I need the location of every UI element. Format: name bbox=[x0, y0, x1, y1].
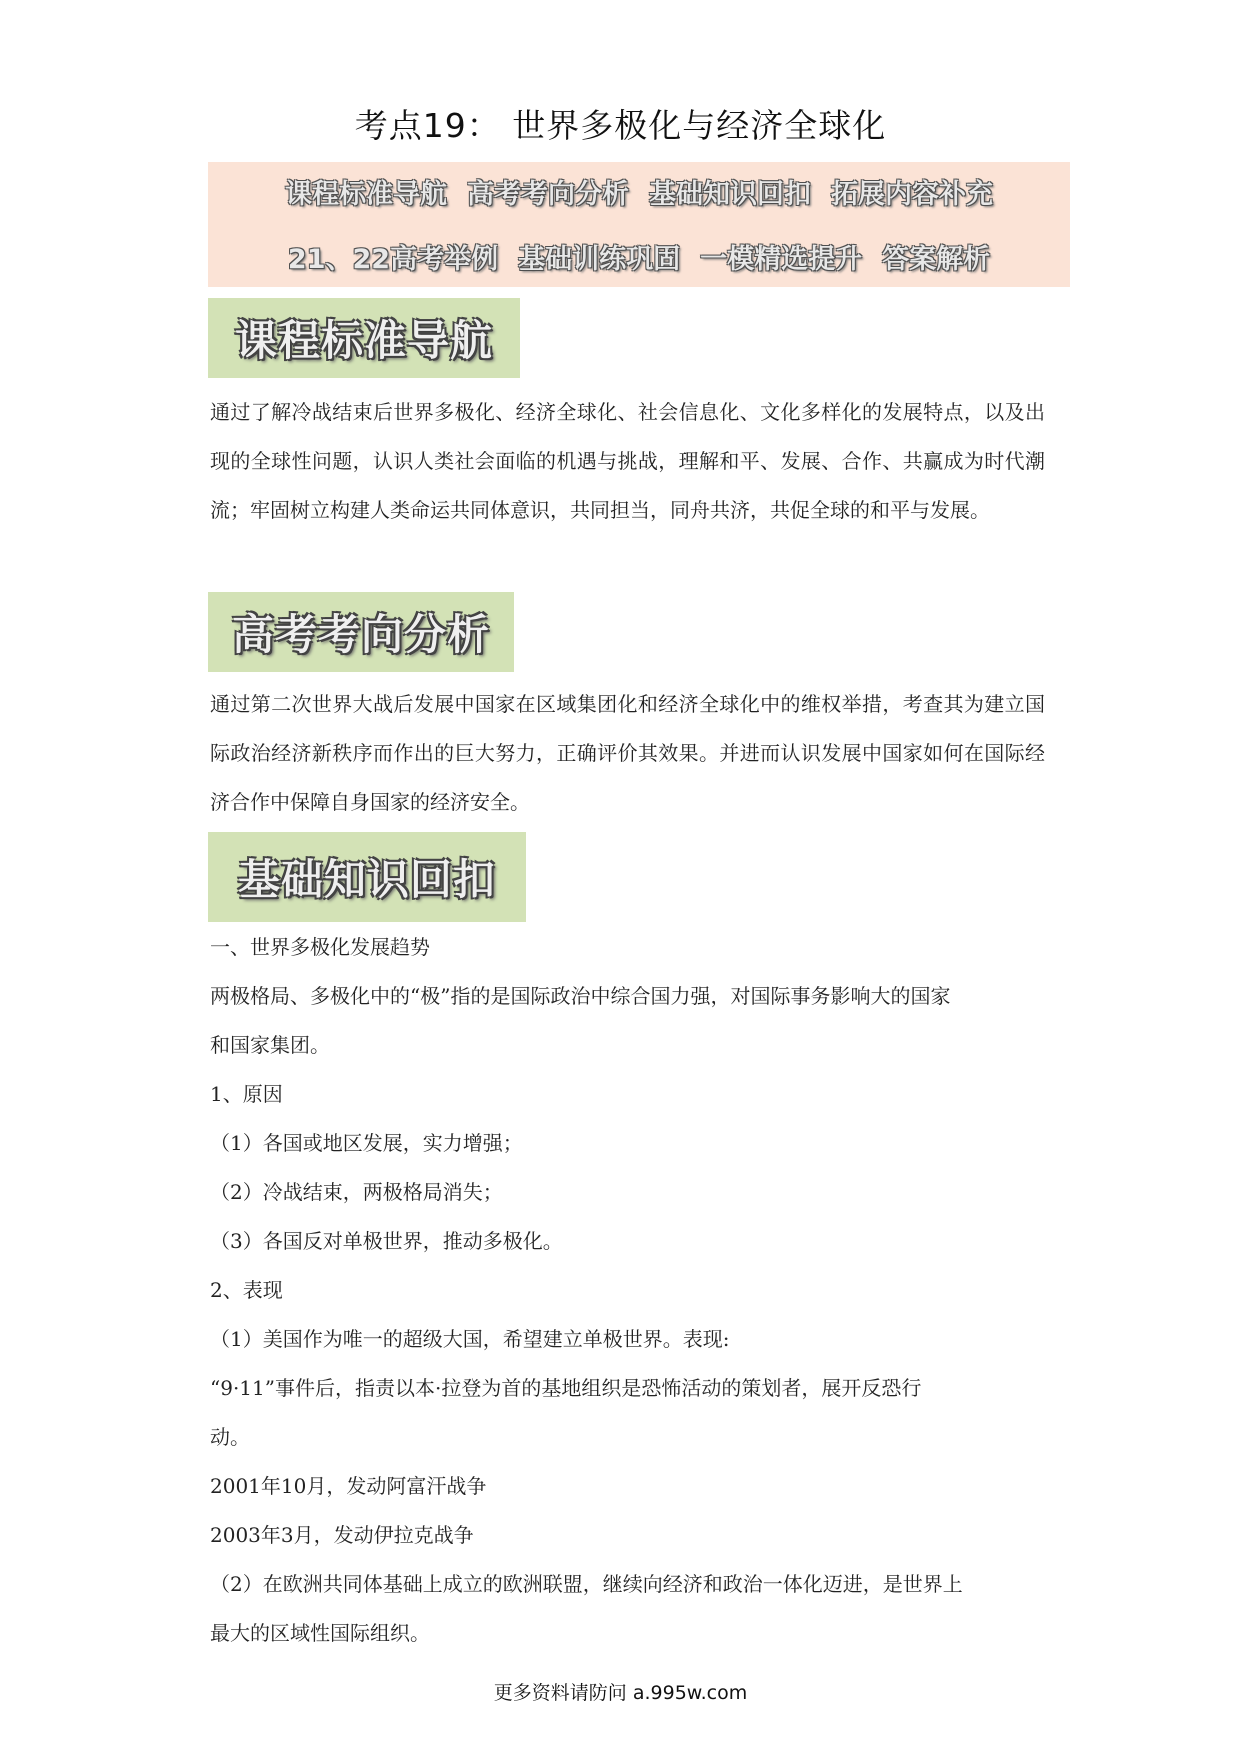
exam-analysis-paragraph: 通过第二次世界大战后发展中国家在区域集团化和经济全球化中的维权举措，考查其为建立国际政治经济新秩序而作出的巨大努力，正确评价其效果。并进而认识发展中国家如何在国际经济合作中保障自身国家的经济安全。 bbox=[210, 692, 1045, 814]
text-line: （2）在欧洲共同体基础上成立的欧洲联盟，继续向经济和政治一体化迈进，是世界上 bbox=[210, 1572, 963, 1596]
text-line: （2）冷战结束，两极格局消失； bbox=[210, 1180, 503, 1204]
navigation-box bbox=[208, 162, 1070, 287]
nav-link-exam-analysis[interactable]: 高考考向分析 bbox=[467, 179, 629, 210]
text-line: （3）各国反对单极世界，推动多极化。 bbox=[210, 1229, 563, 1253]
nav-link-basic-training[interactable]: 基础训练巩固 bbox=[518, 244, 681, 275]
text-line: 2、表现 bbox=[210, 1278, 283, 1302]
nav-link-mock-selection[interactable]: 一模精选提升 bbox=[700, 244, 863, 275]
text-line: 1、原因 bbox=[210, 1082, 283, 1106]
text-line: 2003年3月，发动伊拉克战争 bbox=[210, 1523, 474, 1547]
text-line: 两极格局、多极化中的“极”指的是国际政治中综合国力强，对国际事务影响大的国家 bbox=[210, 984, 951, 1008]
footer-note: 更多资料请防问 a.995w.com bbox=[493, 1682, 748, 1704]
page-title: 考点19： 世界多极化与经济全球化 bbox=[354, 106, 887, 145]
nav-link-exam-examples[interactable]: 21、22高考举例 bbox=[287, 244, 499, 275]
curriculum-paragraph: 通过了解冷战结束后世界多极化、经济全球化、社会信息化、文化多样化的发展特点，以及出现的全球性问题，认识人类社会面临的机遇与挑战，理解和平、发展、合作、共赢成为时代潮流；牢固树立构建人类命运共同体意识，共同担当，同舟共济，共促全球的和平与发展。 bbox=[210, 400, 1045, 522]
text-line: 动。 bbox=[210, 1425, 250, 1449]
text-line: （1）各国或地区发展，实力增强； bbox=[210, 1131, 523, 1155]
nav-link-extension[interactable]: 拓展内容补充 bbox=[831, 179, 993, 210]
nav-link-curriculum[interactable]: 课程标准导航 bbox=[285, 179, 447, 210]
nav-row-1 bbox=[208, 172, 1070, 211]
text-line: 一、世界多极化发展趋势 bbox=[210, 935, 430, 959]
text-line: 最大的区域性国际组织。 bbox=[210, 1621, 430, 1645]
section-heading-curriculum: 课程标准导航 bbox=[208, 298, 520, 378]
nav-row-2 bbox=[208, 237, 1070, 276]
nav-link-answers[interactable]: 答案解析 bbox=[882, 244, 991, 275]
text-line: 和国家集团。 bbox=[210, 1033, 330, 1057]
nav-link-basic-knowledge[interactable]: 基础知识回扣 bbox=[649, 179, 811, 210]
section-heading-basic-knowledge: 基础知识回扣 bbox=[208, 832, 526, 922]
text-line: （1）美国作为唯一的超级大国，希望建立单极世界。表现: bbox=[210, 1327, 730, 1351]
section-heading-exam-analysis: 高考考向分析 bbox=[208, 592, 514, 672]
text-line: 2001年10月，发动阿富汗战争 bbox=[210, 1474, 487, 1498]
text-line: “9·11”事件后，指责以本·拉登为首的基地组织是恐怖活动的策划者，展开反恐行 bbox=[210, 1376, 922, 1400]
